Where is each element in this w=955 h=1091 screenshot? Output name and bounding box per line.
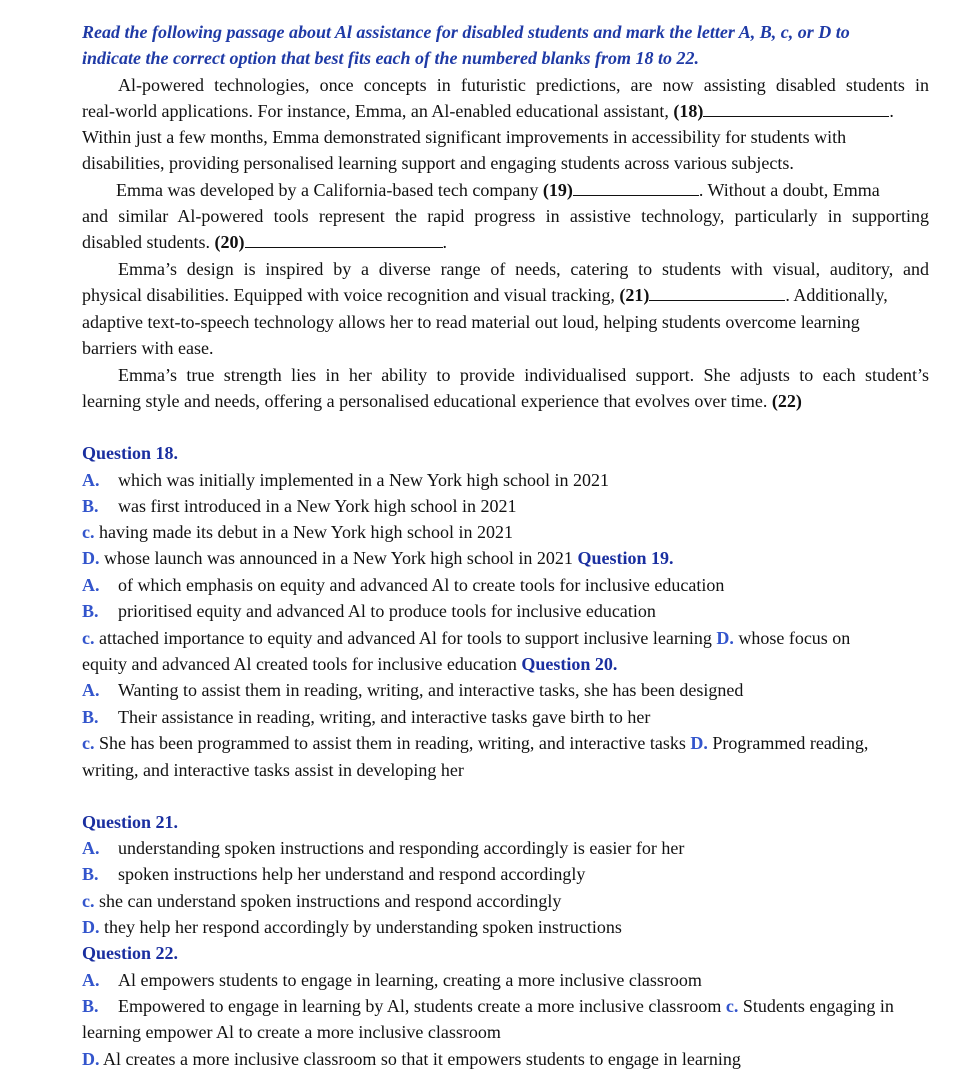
option-text: was first introduced in a New York high school in 2021	[118, 496, 517, 516]
option-text: Their assistance in reading, writing, and interactive tasks gave birth to her	[118, 707, 651, 727]
passage-text: . Without a doubt, Emma	[698, 180, 880, 200]
passage-p3-line-2	[82, 282, 888, 308]
q22-option-d[interactable]	[82, 1046, 741, 1072]
q19-options-c-d-line	[82, 625, 850, 651]
option-text: of which emphasis on equity and advanced Al to create tools for inclusive education	[118, 575, 725, 595]
blank-22-label: (22)	[771, 391, 802, 411]
option-letter: D.	[82, 1049, 100, 1069]
option-letter: D.	[82, 917, 100, 937]
q20-option-a[interactable]	[82, 677, 743, 703]
passage-p1-line-2: real-world applications. For instance, Emma, an Al-enabled educational assistant, (18) .	[82, 98, 894, 124]
option-letter: c.	[82, 522, 95, 542]
passage-p3-line-4: barriers with ease.	[82, 338, 214, 358]
option-text: Empowered to engage in learning by Al, students create a more inclusive classroom	[118, 996, 722, 1016]
q21-option-c[interactable]	[82, 888, 561, 914]
q21-option-a[interactable]	[82, 835, 684, 861]
option-letter: A.	[82, 470, 100, 490]
passage-p2-line-1	[116, 177, 880, 203]
option-text: Wanting to assist them in reading, writing, and interactive tasks, she has been designed	[118, 680, 744, 700]
option-text: Programmed reading,	[712, 733, 869, 753]
option-text: they help her respond accordingly by understanding spoken instructions	[104, 917, 622, 937]
option-text: attached importance to equity and advanced Al for tools to support inclusive learning	[99, 628, 712, 648]
blank-20	[245, 229, 443, 248]
option-letter: c.	[725, 996, 739, 1016]
blank-21-label: (21)	[619, 285, 650, 305]
q22-option-a[interactable]	[82, 967, 702, 993]
q22-option-c[interactable]	[726, 996, 894, 1016]
q19-option-d-cont-line	[82, 651, 617, 677]
option-text: Al creates a more inclusive classroom so that it empowers students to engage in learning	[103, 1049, 741, 1069]
passage-text: disabled students.	[82, 232, 210, 252]
option-letter: D.	[82, 548, 100, 568]
blank-18-label: (18)	[673, 101, 704, 121]
option-text: understanding spoken instructions and responding accordingly is easier for her	[118, 838, 685, 858]
passage-text: physical disabilities. Equipped with voice recognition and visual tracking,	[82, 285, 615, 305]
passage-text: real-world applications. For instance, Emma, an Al-enabled educational assistant,	[82, 101, 669, 121]
question-20-title: Question 20.	[521, 654, 618, 674]
q21-option-b[interactable]	[82, 861, 585, 887]
passage-p1-line-4: disabilities, providing personalised learning support and engaging students across various subjects.	[82, 153, 794, 173]
q22-option-b[interactable]	[82, 996, 721, 1016]
option-letter: D.	[716, 628, 734, 648]
passage-p3-line-3: adaptive text-to-speech technology allows her to read material out loud, helping students overcome learning	[82, 312, 860, 332]
option-letter: A.	[82, 575, 100, 595]
q19-option-b[interactable]	[82, 598, 656, 624]
q18-option-b[interactable]	[82, 493, 516, 519]
option-letter: c.	[82, 733, 95, 753]
blank-21	[649, 282, 785, 301]
passage-text: learning style and needs, offering a personalised educational experience that evolves over time.	[82, 391, 768, 411]
option-letter: B.	[82, 496, 99, 516]
option-text: which was initially implemented in a New York high school in 2021	[118, 470, 609, 490]
question-21-title: Question 21.	[82, 812, 179, 832]
q22-option-c-cont: learning empower Al to create a more inclusive classroom	[82, 1022, 501, 1042]
option-letter: A.	[82, 970, 100, 990]
passage-p1-line-1: Al-powered technologies, once concepts in futuristic predictions, are now assisting disabled students in	[118, 75, 929, 95]
option-letter: B.	[82, 996, 99, 1016]
q19-option-c[interactable]	[82, 628, 712, 648]
option-text: Students engaging in	[742, 996, 894, 1016]
passage-text: Emma was developed by a California-based tech company	[116, 180, 539, 200]
passage-p4-line-2	[82, 388, 802, 414]
q20-options-c-d-line	[82, 730, 868, 756]
option-letter: A.	[82, 680, 100, 700]
q19-option-a[interactable]	[82, 572, 724, 598]
q21-option-d[interactable]	[82, 914, 622, 940]
blank-19	[573, 177, 699, 196]
instruction-line-2: indicate the correct option that best fits each of the numbered blanks from 18 to 22.	[82, 48, 700, 68]
option-text: having made its debut in a New York high school in 2021	[99, 522, 513, 542]
option-letter: B.	[82, 707, 99, 727]
question-18-title: Question 18.	[82, 443, 179, 463]
blank-19-label: (19)	[542, 180, 573, 200]
option-letter: B.	[82, 601, 99, 621]
q20-option-b[interactable]	[82, 704, 650, 730]
passage-p2-line-3: disabled students. (20) .	[82, 229, 447, 255]
option-text: whose launch was announced in a New York high school in 2021	[104, 548, 573, 568]
q19-option-d[interactable]	[716, 628, 850, 648]
question-22-title: Question 22.	[82, 943, 179, 963]
option-text: spoken instructions help her understand and respond accordingly	[118, 864, 586, 884]
option-text: She has been programmed to assist them in reading, writing, and interactive tasks	[99, 733, 686, 753]
passage-p1-line-3: Within just a few months, Emma demonstrated significant improvements in accessibility for students with	[82, 127, 847, 147]
option-text: equity and advanced Al created tools for inclusive education	[82, 654, 517, 674]
option-letter: D.	[690, 733, 708, 753]
option-letter: c.	[82, 891, 95, 911]
instruction-line-1: Read the following passage about Al assistance for disabled students and mark the letter A, B, c, or D to	[82, 22, 850, 42]
q18-option-c[interactable]	[82, 519, 513, 545]
q18-option-d-line	[82, 545, 673, 571]
q22-options-b-c-line	[82, 993, 894, 1019]
option-text: Al empowers students to engage in learning, creating a more inclusive classroom	[118, 970, 702, 990]
option-text: she can understand spoken instructions and respond accordingly	[99, 891, 562, 911]
blank-18	[703, 98, 889, 117]
option-letter: c.	[82, 628, 95, 648]
passage-p3-line-1: Emma’s design is inspired by a diverse range of needs, catering to students with visual, auditory, and	[118, 259, 929, 279]
option-letter: A.	[82, 838, 100, 858]
q20-option-d-cont: writing, and interactive tasks assist in developing her	[82, 760, 464, 780]
blank-20-label: (20)	[214, 232, 245, 252]
q18-option-a[interactable]	[82, 467, 609, 493]
option-text: whose focus on	[738, 628, 851, 648]
passage-p4-line-1: Emma’s true strength lies in her ability to provide individualised support. She adjusts to each student’s	[118, 365, 929, 385]
q18-option-d[interactable]	[82, 548, 573, 568]
q20-option-c[interactable]	[82, 733, 686, 753]
option-text: prioritised equity and advanced Al to produce tools for inclusive education	[118, 601, 656, 621]
option-letter: B.	[82, 864, 99, 884]
passage-text: . Additionally,	[785, 285, 888, 305]
question-19-title: Question 19.	[577, 548, 674, 568]
passage-p2-line-2: and similar Al-powered tools represent the rapid progress in assistive technology, particularly in supporting	[82, 206, 929, 226]
q20-option-d[interactable]	[690, 733, 868, 753]
